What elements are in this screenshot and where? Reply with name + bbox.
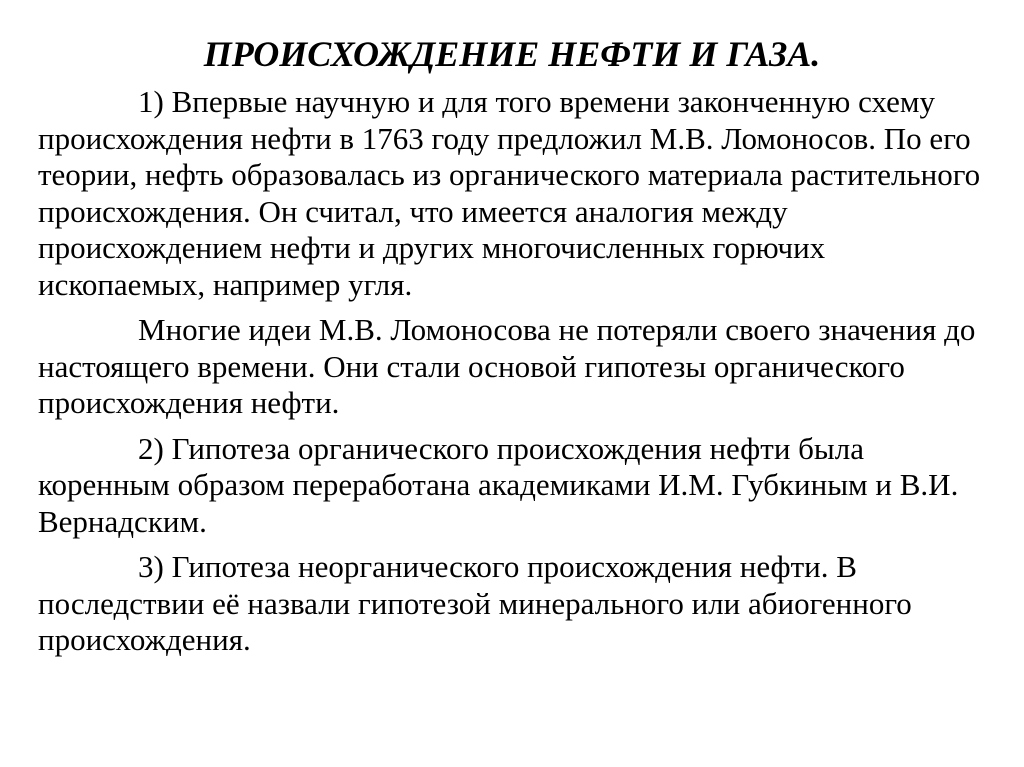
paragraph-lomonosov-ideas: Многие идеи М.В. Ломоносова не потеряли своего значения до настоящего времени. Они стали основой гипотезы органического происхождения нефти. — [38, 312, 976, 420]
slide-body — [38, 84, 998, 668]
paragraph-lomonosov-scheme: 1) Впервые научную и для того времени законченную схему происхождения нефти в 1763 году предложил М.В. Ломоносов. По его теории, нефть образовалась из органического материала растительного происхождения. Он считал, что имеется аналогия между происхождением нефти и других многочисленных горючих ископаемых, например угля. — [38, 84, 981, 302]
paragraph-inorganic-hypothesis: 3) Гипотеза неорганического происхождения нефти. В последствии её назвали гипотезой минерального или абиогенного происхождения. — [38, 549, 912, 657]
slide-title: ПРОИСХОЖДЕНИЕ НЕФТИ И ГАЗА. — [203, 34, 821, 74]
paragraph-organic-hypothesis: 2) Гипотеза органического происхождения нефти была коренным образом переработана академиками И.М. Губкиным и В.И. Вернадским. — [38, 430, 959, 539]
